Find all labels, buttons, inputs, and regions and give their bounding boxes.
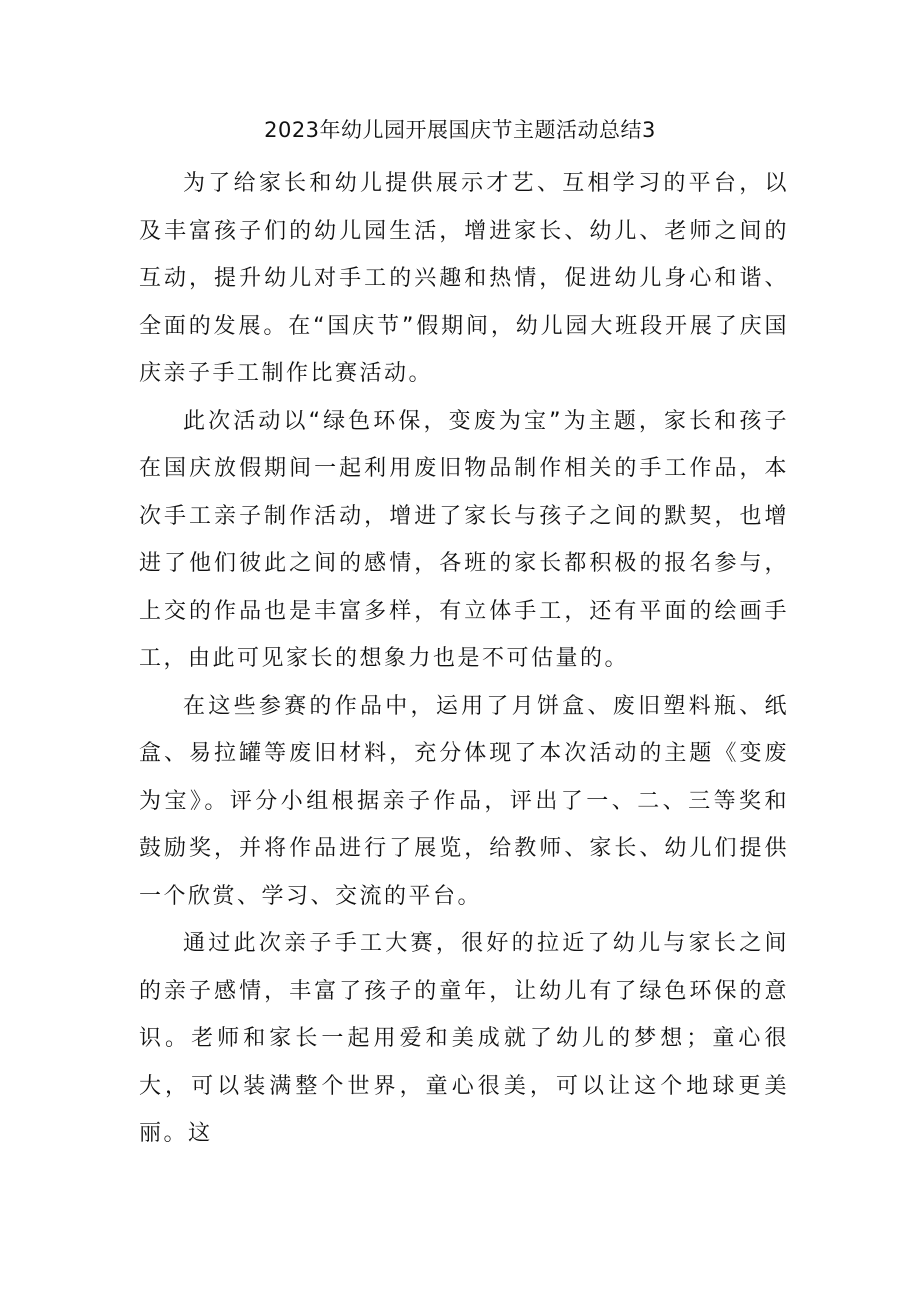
document-title: 2023年幼儿园开展国庆节主题活动总结3 <box>264 118 656 142</box>
paragraph-3: 在这些参赛的作品中，运用了月饼盒、废旧塑料瓶、纸盒、易拉罐等废旧材料，充分体现了本次活动的主题《变废为宝》。评分小组根据亲子作品，评出了一、二、三等奖和鼓励奖，并将作品进行了展览，给教师、家长、幼儿们提供一个欣赏、学习、交流的平台。 <box>139 693 789 909</box>
paragraph-4: 通过此次亲子手工大赛，很好的拉近了幼儿与家长之间的亲子感情，丰富了孩子的童年，让幼儿有了绿色环保的意识。老师和家长一起用爱和美成就了幼儿的梦想；童心很大，可以装满整个世界，童心很美，可以让这个地球更美丽。这 <box>139 931 789 1146</box>
paragraph-1: 为了给家长和幼儿提供展示才艺、互相学习的平台，以及丰富孩子们的幼儿园生活，增进家长、幼儿、老师之间的互动，提升幼儿对手工的兴趣和热情，促进幼儿身心和谐、全面的发展。在“国庆节”假期间，幼儿园大班段开展了庆国庆亲子手工制作比赛活动。 <box>139 171 789 386</box>
paragraph-2: 此次活动以“绿色环保，变废为宝”为主题，家长和孩子在国庆放假期间一起利用废旧物品制作相关的手工作品，本次手工亲子制作活动，增进了家长与孩子之间的默契，也增进了他们彼此之间的感情，各班的家长都积极的报名参与，上交的作品也是丰富多样，有立体手工，还有平面的绘画手工，由此可见家长的想象力也是不可估量的。 <box>139 408 789 671</box>
document-body <box>139 160 789 1158</box>
